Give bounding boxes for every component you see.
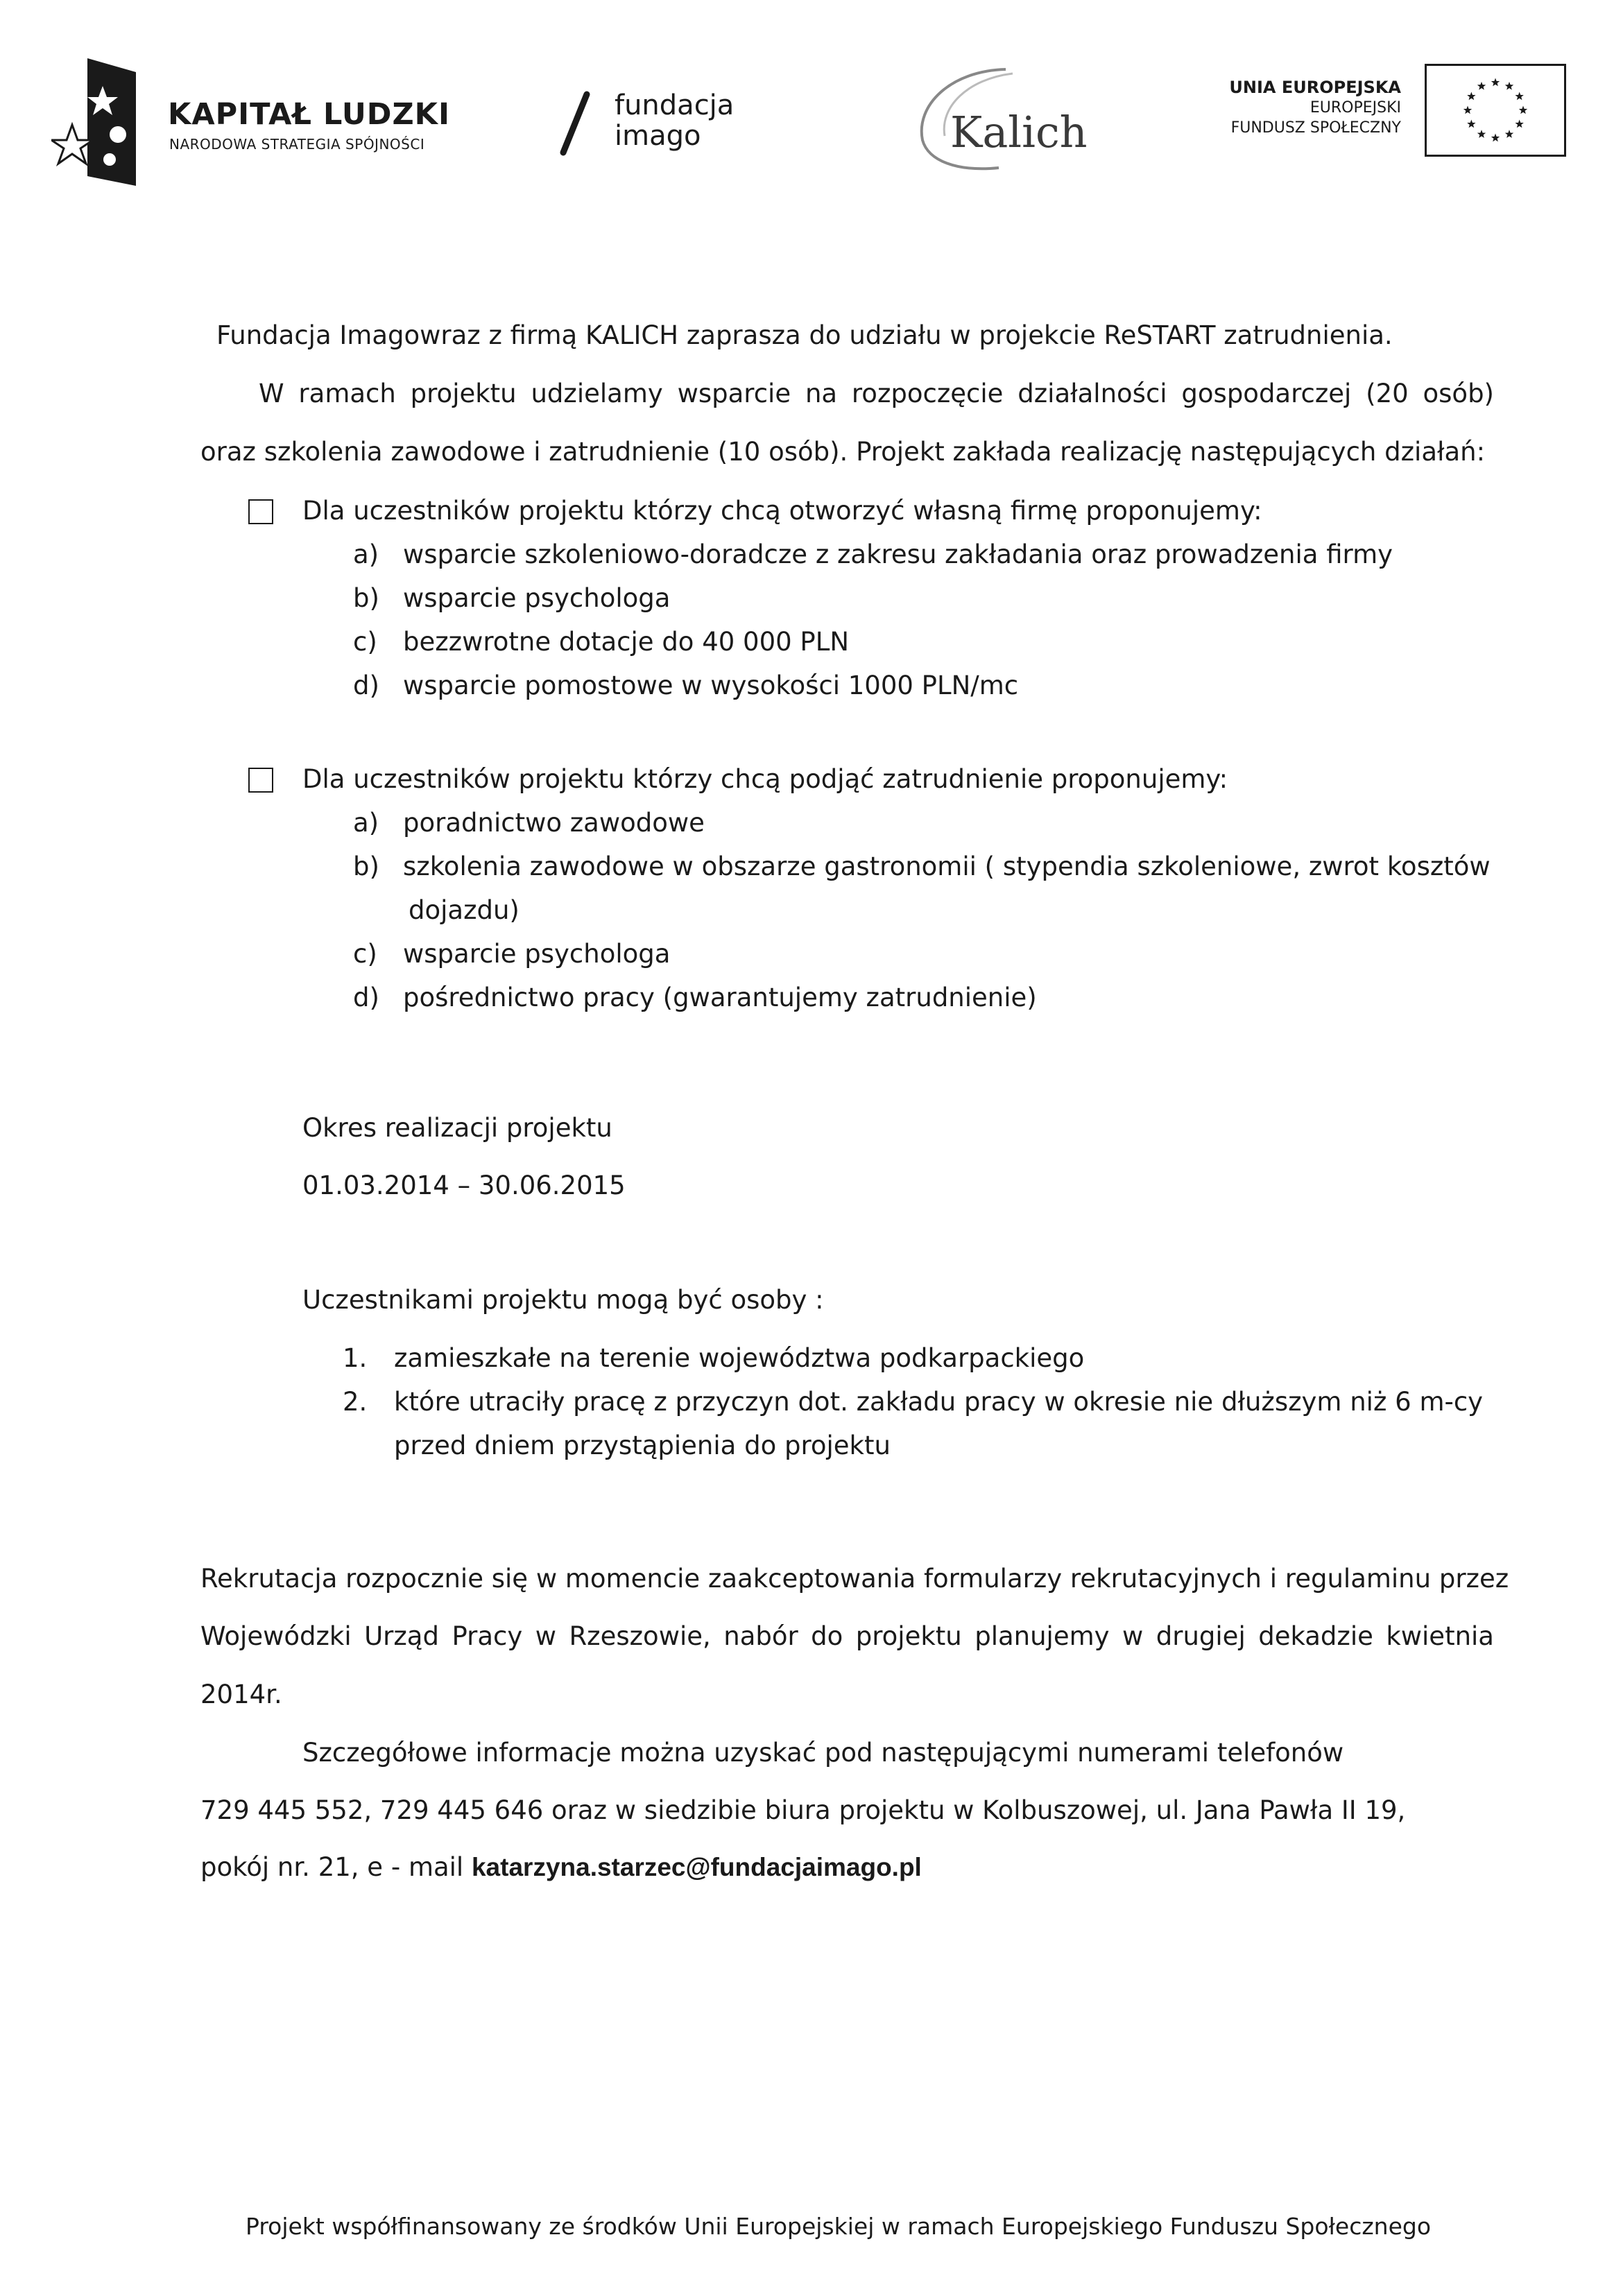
kapital-ludzki-subtitle: NARODOWA STRATEGIA SPÓJNOŚCI: [169, 136, 425, 153]
recruitment-line-2: Wojewódzki Urząd Pracy w Rzeszowie, nabór do projektu planujemy w drugiej dekadzie kwietnia: [200, 1621, 1494, 1651]
list-number: 2.: [343, 1387, 368, 1417]
eu-star-icon: [1491, 134, 1500, 142]
list-item: poradnictwo zawodowe: [403, 808, 705, 838]
recruitment-line-1: Rekrutacja rozpocznie się w momencie zaakceptowania formularzy rekrutacyjnych i regulaminu przez: [200, 1564, 1509, 1594]
eu-star-icon: [1519, 106, 1527, 114]
list-item: zamieszkałe na terenie województwa podkarpackiego: [394, 1343, 1085, 1373]
contact-line-2: 729 445 552, 729 445 646 oraz w siedzibie biura projektu w Kolbuszowej, ul. Jana Pawła II 19,: [200, 1795, 1406, 1825]
eu-star-icon: [1505, 130, 1513, 138]
participants-intro: Uczestnikami projektu mogą być osoby :: [302, 1285, 824, 1315]
fundacja-slash-icon: [555, 90, 596, 157]
eu-star-icon: [1467, 92, 1475, 101]
contact-line-1: Szczegółowe informacje można uzyskać pod następującymi numerami telefonów: [302, 1738, 1344, 1768]
list-item: bezzwrotne dotacje do 40 000 PLN: [403, 627, 850, 657]
intro-paragraph-line-2: oraz szkolenia zawodowe i zatrudnienie (10 osób). Projekt zakłada realizację następujących działań:: [200, 437, 1486, 467]
fundacja-imago-wordmark: fundacja imago: [615, 89, 735, 152]
bullet-icon: [248, 499, 273, 524]
list-item-continuation: przed dniem przystąpienia do projektu: [394, 1431, 891, 1460]
list-item: szkolenia zawodowe w obszarze gastronomii ( stypendia szkoleniowe, zwrot kosztów: [403, 852, 1491, 881]
intro-line: Fundacja Imagowraz z firmą KALICH zaprasza do udziału w projekcie ReSTART zatrudnienia.: [216, 320, 1393, 350]
contact-email[interactable]: katarzyna.starzec@fundacjaimago.pl: [471, 1853, 922, 1881]
list-letter: b): [353, 583, 379, 613]
eu-star-icon: [1463, 106, 1472, 114]
logo-kapital-ludzki: [51, 58, 454, 186]
eu-star-icon: [1467, 120, 1475, 128]
list-item: wsparcie pomostowe w wysokości 1000 PLN/mc: [403, 671, 1019, 700]
list-letter: c): [353, 627, 377, 657]
ue-wordmark: UNIA EUROPEJSKA EUROPEJSKI FUNDUSZ SPOŁECZNY: [1229, 78, 1401, 137]
eu-star-icon: [1477, 82, 1486, 90]
footer-note: Projekt współfinansowany ze środków Unii Europejskiej w ramach Europejskiego Funduszu Społecznego: [246, 2213, 1432, 2240]
eu-stars-icon: [1427, 66, 1564, 155]
kapital-ludzki-emblem-icon: [51, 58, 141, 186]
list-item: pośrednictwo pracy (gwarantujemy zatrudnienie): [403, 983, 1037, 1012]
list-letter: c): [353, 939, 377, 969]
list-letter: b): [353, 852, 379, 881]
list-item: wsparcie szkoleniowo-doradcze z zakresu zakładania oraz prowadzenia firmy: [403, 540, 1393, 569]
intro-paragraph-line-1: W ramach projektu udzielamy wsparcie na rozpoczęcie działalności gospodarczej (20 osób): [259, 379, 1494, 408]
list-item-continuation: dojazdu): [409, 895, 520, 925]
kapital-ludzki-title: KAPITAŁ LUDZKI: [168, 97, 450, 132]
section-1-heading: Dla uczestników projektu którzy chcą otworzyć własną firmę proponujemy:: [302, 496, 1262, 526]
eu-star-icon: [1491, 78, 1500, 87]
list-letter: d): [353, 983, 379, 1012]
period-dates: 01.03.2014 – 30.06.2015: [302, 1171, 626, 1200]
list-item: wsparcie psychologa: [403, 583, 671, 613]
kalich-wordmark: Kalich: [950, 107, 1088, 157]
list-letter: a): [353, 808, 379, 838]
list-item: wsparcie psychologa: [403, 939, 671, 969]
eu-star-icon: [1505, 82, 1513, 90]
contact-room: pokój nr. 21, e - mail: [200, 1852, 472, 1882]
eu-star-icon: [1515, 92, 1523, 101]
period-label: Okres realizacji projektu: [302, 1113, 612, 1143]
section-2-heading: Dla uczestników projektu którzy chcą podjąć zatrudnienie proponujemy:: [302, 764, 1228, 794]
contact-line-3: [200, 1852, 922, 1883]
recruitment-line-3: 2014r.: [200, 1680, 282, 1709]
eu-star-icon: [1515, 120, 1523, 128]
list-letter: d): [353, 671, 379, 700]
logo-fundacja-imago: [555, 90, 763, 159]
eu-flag: [1425, 64, 1566, 157]
list-item: które utraciły pracę z przyczyn dot. zakładu pracy w okresie nie dłuższym niż 6 m-cy: [394, 1387, 1484, 1417]
list-letter: a): [353, 540, 379, 569]
logo-kalich: [902, 64, 1088, 175]
list-number: 1.: [343, 1343, 368, 1373]
bullet-icon: [248, 768, 273, 793]
eu-star-icon: [1477, 130, 1486, 138]
